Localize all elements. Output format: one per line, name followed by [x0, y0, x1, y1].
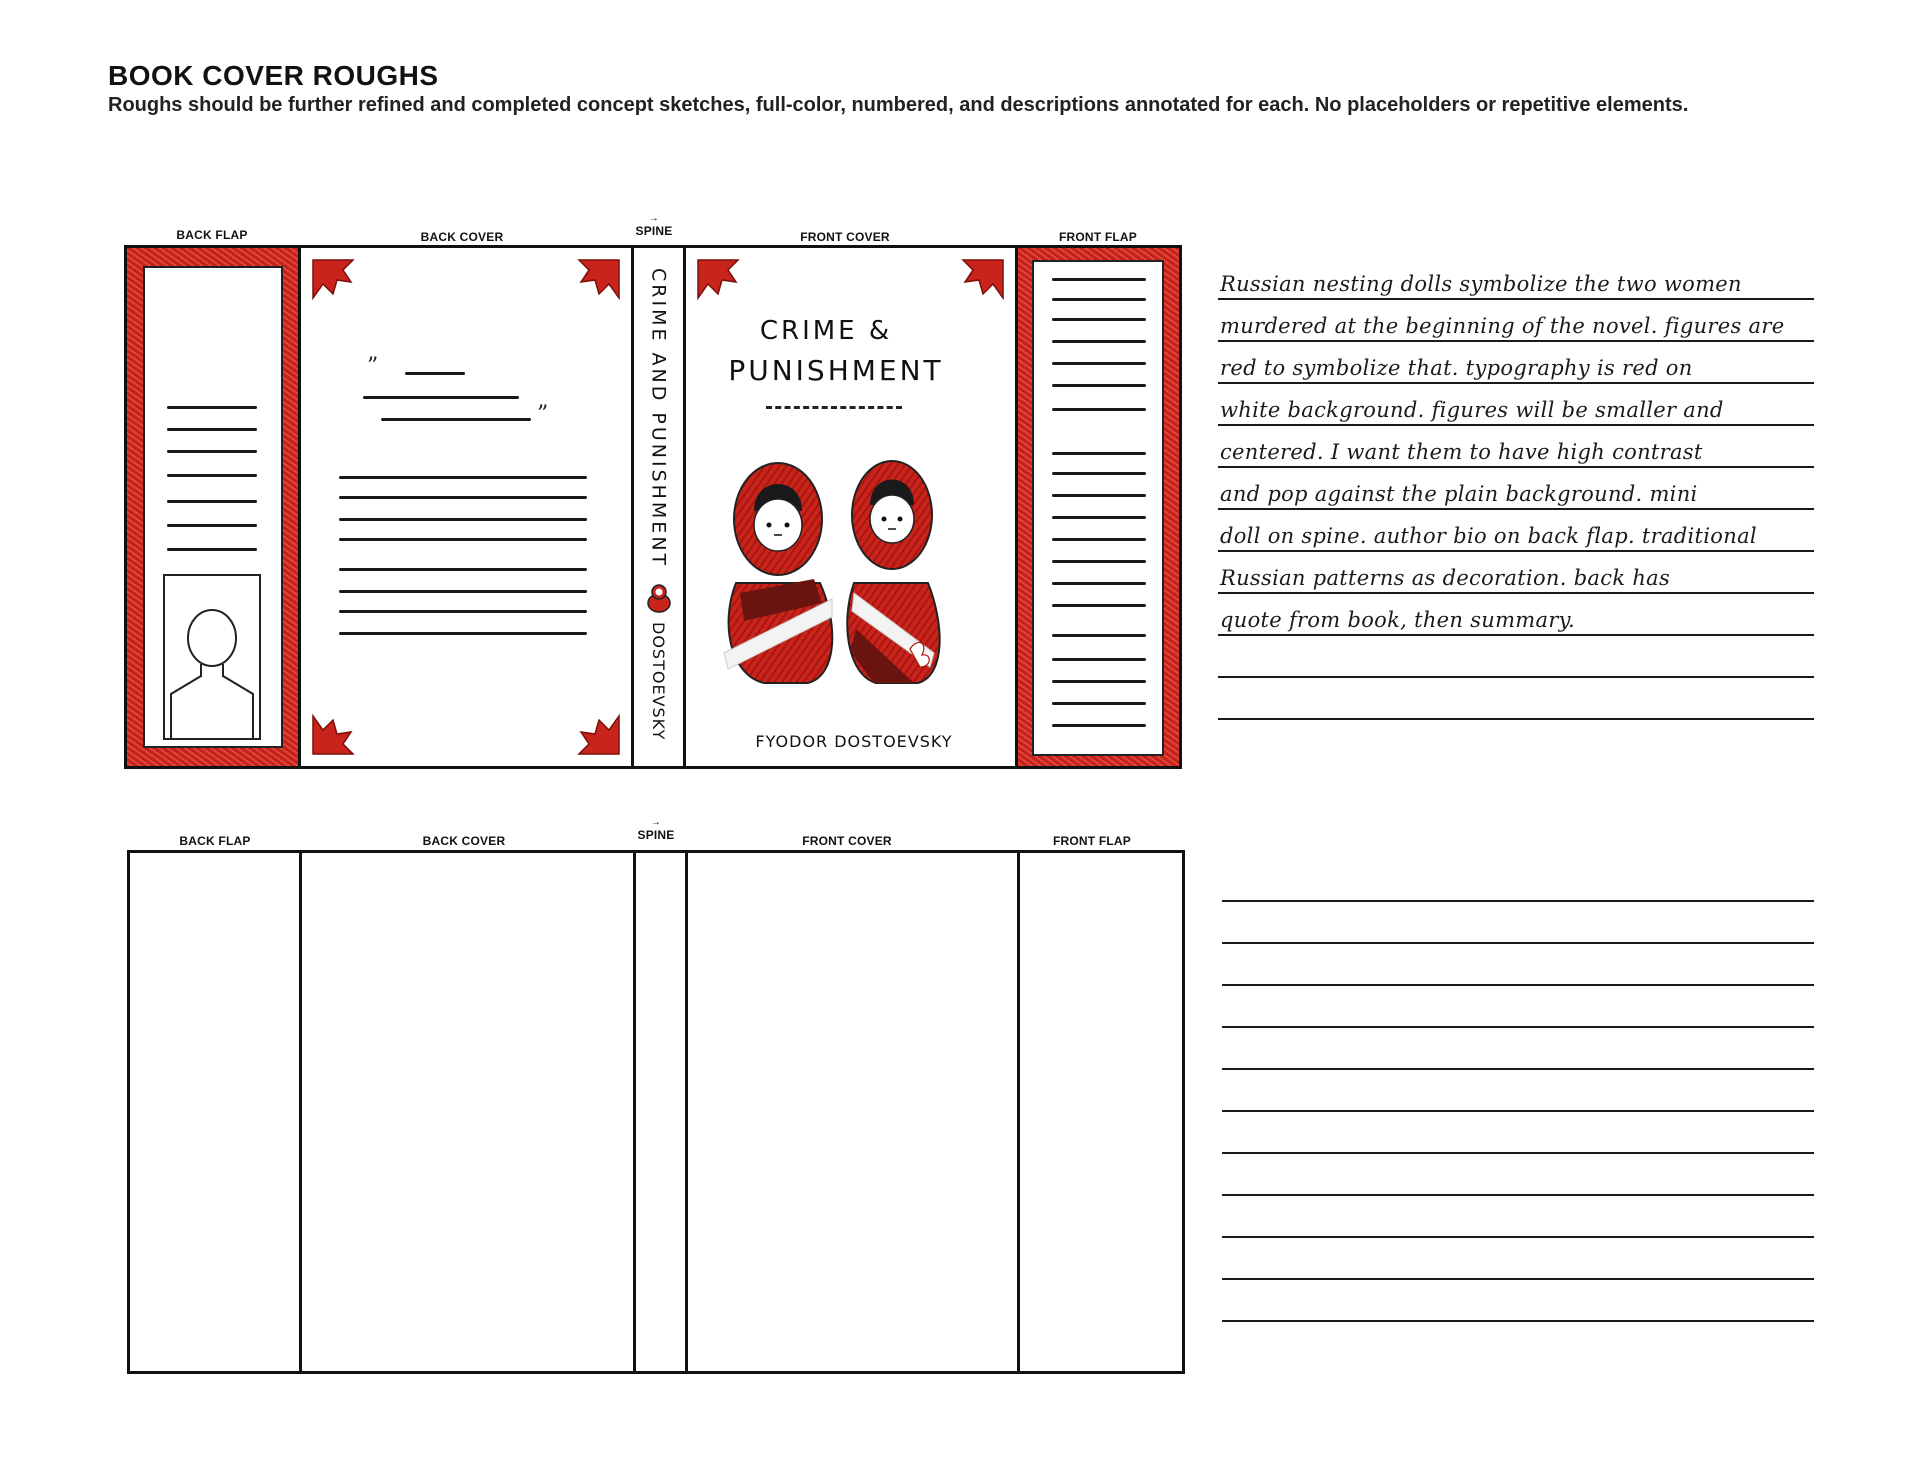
flap-text-line	[1052, 452, 1146, 455]
bio-text-line	[167, 500, 257, 503]
label-back-cover: BACK COVER	[422, 834, 506, 848]
ruled-line	[1218, 718, 1814, 720]
flap-text-line	[1052, 408, 1146, 411]
summary-line	[339, 496, 587, 499]
cover-title-line-1: CRIME &	[759, 316, 893, 346]
summary-line	[339, 476, 587, 479]
ruled-line	[1218, 424, 1814, 426]
rough-1-notes	[1218, 268, 1814, 728]
ruled-line	[1218, 298, 1814, 300]
rough-2-notes	[1222, 900, 1814, 1330]
flap-text-line	[1052, 384, 1146, 387]
bio-text-line	[167, 524, 257, 527]
flap-text-line	[1052, 340, 1146, 343]
summary-line	[339, 518, 587, 521]
flap-text-line	[1052, 538, 1146, 541]
spine-title: CRIME AND PUNISHMENT	[647, 268, 670, 569]
note-line-text: red to symbolize that. typography is red on	[1220, 356, 1693, 380]
spine-author: DOSTOEVSKY	[649, 622, 668, 741]
ruled-line	[1218, 550, 1814, 552]
flap-text-line	[1052, 680, 1146, 683]
ruled-line	[1222, 1110, 1814, 1112]
ruled-line	[1222, 1194, 1814, 1196]
flap-copy-area	[1032, 260, 1164, 756]
summary-line	[339, 610, 587, 613]
quote-line	[381, 418, 531, 421]
rough-2-back-cover	[302, 853, 636, 1371]
ruled-line	[1218, 634, 1814, 636]
flap-text-line	[1052, 582, 1146, 585]
flap-text-line	[1052, 604, 1146, 607]
ruled-line	[1222, 1236, 1814, 1238]
nesting-doll-right-icon	[847, 461, 939, 683]
label-front-flap: FRONT FLAP	[1059, 230, 1137, 244]
label-back-flap: BACK FLAP	[176, 228, 248, 242]
rough-2-jacket	[127, 850, 1185, 1374]
ruled-line	[1218, 466, 1814, 468]
rough-2-spine	[636, 853, 688, 1371]
nesting-dolls-illustration	[714, 453, 954, 693]
flap-text-line	[1052, 560, 1146, 563]
summary-line	[339, 590, 587, 593]
ornament-icon	[579, 716, 619, 754]
rough-2-front-cover	[688, 853, 1020, 1371]
ruled-line	[1222, 1026, 1814, 1028]
close-quote: ”	[537, 402, 549, 427]
open-quote: ”	[367, 354, 379, 379]
page-title: BOOK COVER ROUGHS	[108, 60, 439, 91]
ruled-line	[1222, 900, 1814, 902]
cover-title-line-2: PUNISHMENT	[728, 354, 944, 387]
label-front-cover: FRONT COVER	[802, 834, 892, 848]
label-spine	[635, 212, 672, 238]
note-line-text: centered. I want them to have high contrast	[1220, 440, 1703, 464]
spine-arrow-icon: →	[648, 213, 660, 224]
quote-line	[363, 396, 519, 399]
note-line-text: Russian patterns as decoration. back has	[1220, 566, 1671, 590]
ruled-line	[1222, 1278, 1814, 1280]
label-back-flap: BACK FLAP	[179, 834, 251, 848]
ruled-line	[1218, 676, 1814, 678]
rough-1-back-cover	[301, 248, 634, 766]
ornament-icon	[698, 260, 738, 298]
flap-text-line	[1052, 516, 1146, 519]
ruled-line	[1218, 340, 1814, 342]
rough-1-back-flap	[127, 248, 301, 766]
note-line-text: murdered at the beginning of the novel. figures are	[1220, 314, 1785, 338]
rough-2-front-flap	[1020, 853, 1182, 1371]
ruled-line	[1222, 942, 1814, 944]
flap-text-line	[1052, 724, 1146, 727]
bio-text-line	[167, 450, 257, 453]
flap-text-line	[1052, 494, 1146, 497]
note-line-text: quote from book, then summary.	[1220, 608, 1576, 632]
flap-text-line	[1052, 318, 1146, 321]
flap-text-line	[1052, 634, 1146, 637]
page-instructions: Roughs should be further refined and completed concept sketches, full-color, numbered, and descriptions annotated for each. No placeholders or repetitive elements.	[108, 94, 1689, 116]
ruled-line	[1222, 984, 1814, 986]
ruled-line	[1218, 592, 1814, 594]
author-bio-area	[143, 266, 283, 748]
bio-text-line	[167, 548, 257, 551]
rough-1-front-cover	[686, 248, 1018, 766]
summary-line	[339, 568, 587, 571]
ruled-line	[1222, 1068, 1814, 1070]
rough-1-spine	[634, 248, 686, 766]
flap-text-line	[1052, 702, 1146, 705]
bio-text-line	[167, 406, 257, 409]
corner-ornaments	[301, 248, 631, 766]
note-line-text: doll on spine. author bio on back flap. traditional	[1220, 524, 1757, 548]
spine-arrow-icon: →	[650, 817, 662, 828]
ruled-line	[1222, 1152, 1814, 1154]
flap-text-line	[1052, 362, 1146, 365]
rough-1-front-flap	[1018, 248, 1179, 766]
note-line-text: Russian nesting dolls symbolize the two women	[1220, 272, 1742, 296]
title-underline	[766, 406, 902, 409]
quote-line	[405, 372, 465, 375]
summary-line	[339, 632, 587, 635]
bio-text-line	[167, 474, 257, 477]
ruled-line	[1222, 1320, 1814, 1322]
label-front-cover: FRONT COVER	[800, 230, 890, 244]
author-photo-placeholder	[163, 574, 261, 740]
label-spine	[637, 816, 674, 842]
bio-text-line	[167, 428, 257, 431]
label-spine-text: SPINE	[635, 224, 673, 238]
cover-author: FYODOR DOSTOEVSKY	[755, 732, 953, 751]
ornament-icon	[313, 716, 353, 754]
ornament-icon	[313, 260, 353, 298]
label-back-cover: BACK COVER	[420, 230, 504, 244]
label-spine-text: SPINE	[637, 828, 675, 842]
mini-doll-icon	[646, 583, 672, 613]
note-line-text: white background. figures will be smaller and	[1220, 398, 1724, 422]
note-line-text: and pop against the plain background. mini	[1220, 482, 1698, 506]
ornament-icon	[579, 260, 619, 298]
flap-text-line	[1052, 278, 1146, 281]
summary-line	[339, 538, 587, 541]
flap-text-line	[1052, 472, 1146, 475]
label-front-flap: FRONT FLAP	[1053, 834, 1131, 848]
flap-text-line	[1052, 658, 1146, 661]
person-icon	[165, 576, 259, 738]
flap-text-line	[1052, 298, 1146, 301]
rough-1-jacket	[124, 245, 1182, 769]
rough-2-back-flap	[130, 853, 302, 1371]
ruled-line	[1218, 382, 1814, 384]
ornament-icon	[963, 260, 1003, 298]
ruled-line	[1218, 508, 1814, 510]
nesting-doll-left-icon	[724, 463, 832, 683]
